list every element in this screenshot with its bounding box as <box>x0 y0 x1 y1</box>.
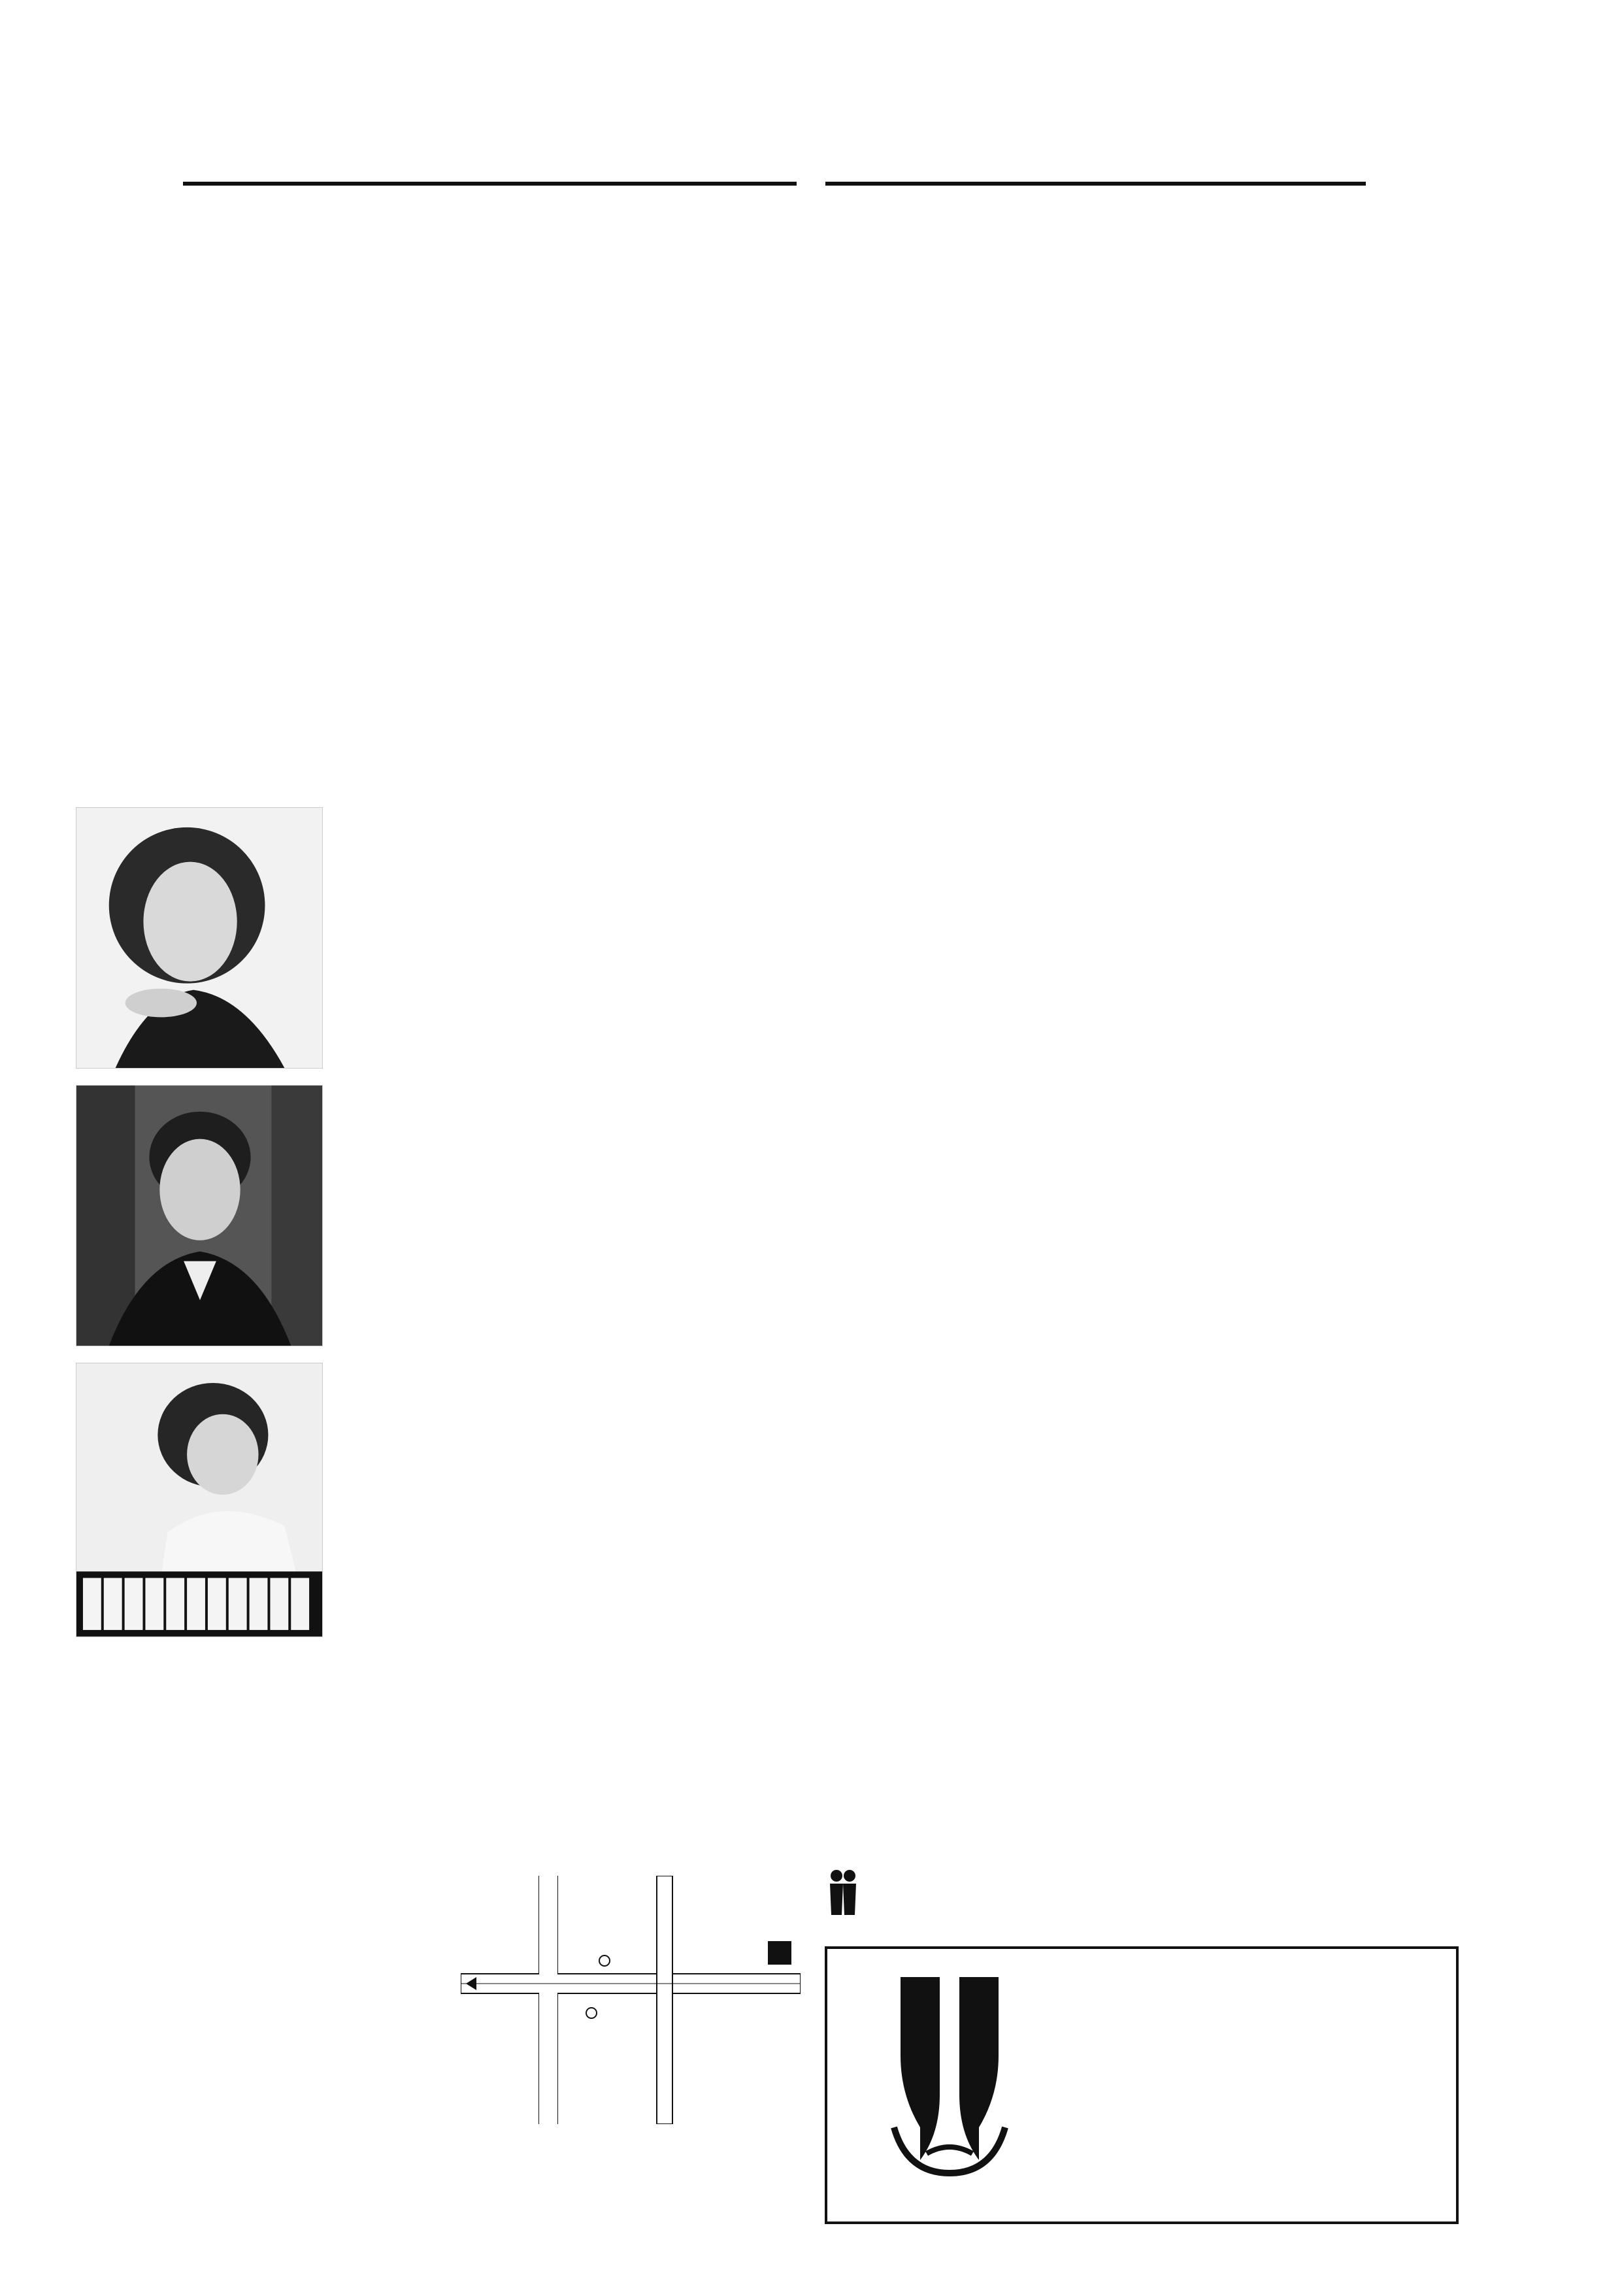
portrait-image <box>76 1363 322 1637</box>
access-map <box>461 1876 801 2124</box>
exit-marker <box>586 2008 597 2018</box>
contact-email-row <box>72 2159 119 2189</box>
title-en <box>797 169 825 199</box>
photo-boy <box>76 1363 323 1637</box>
portrait-image <box>76 808 322 1068</box>
genio-logo-icon <box>825 1856 903 1928</box>
access-map-svg <box>461 1876 801 2124</box>
venue-marker <box>768 1941 791 1965</box>
contact-info <box>72 2127 119 2250</box>
genio-logo <box>825 1856 903 1928</box>
sponsor-row <box>72 2220 119 2250</box>
photo-mother <box>76 807 323 1069</box>
photo-daddy <box>76 1085 323 1346</box>
title-en-row <box>0 169 1622 199</box>
portrait-image <box>76 1086 322 1346</box>
exit-marker <box>599 1955 610 1966</box>
imagine-foundation-logo <box>842 1964 1057 2180</box>
jomon-vessel-icon <box>842 1964 1057 2180</box>
contact-org-row <box>72 2127 119 2159</box>
contact-ticket-row <box>72 2189 119 2220</box>
